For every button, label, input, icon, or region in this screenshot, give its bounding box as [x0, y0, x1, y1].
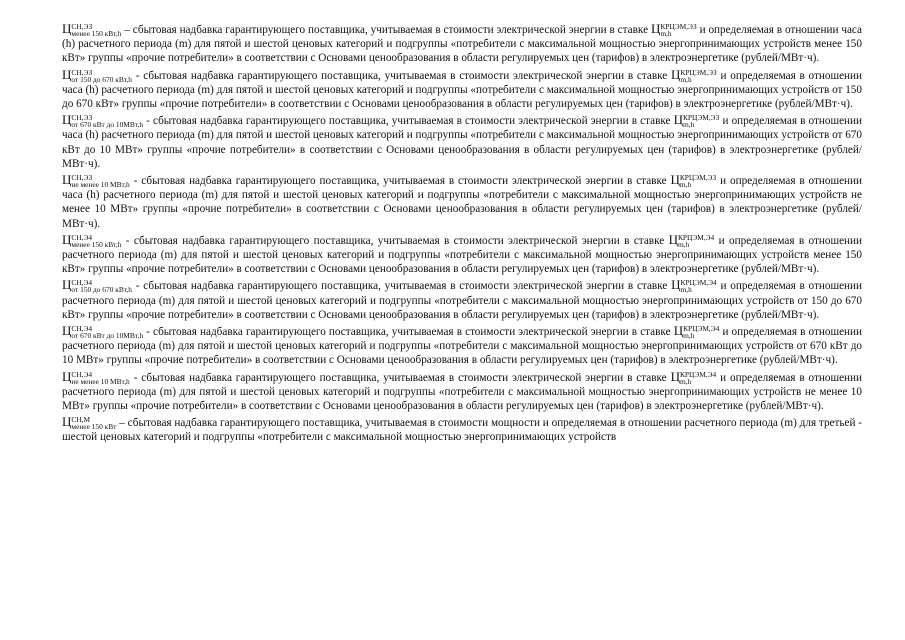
rate-superscript: КРЦЭМ,ЭЗ [679, 173, 717, 183]
definition-text: сбытовая надбавка гарантирующего поставщика, учитываемая в стоимости электрической энергии в ставке [129, 234, 669, 247]
symbol-indices [71, 325, 143, 339]
rate-superscript: КРЦЭМ,Э4 [678, 232, 715, 242]
definition-paragraph [62, 415, 862, 444]
rate-subscript: m,h [679, 376, 692, 386]
symbol-superscript: СН,ЭЗ [71, 22, 93, 31]
rate-indices [683, 114, 719, 128]
rate-symbol: Ц [673, 112, 683, 128]
symbol-subscript: не менее 10 МВт,h [71, 376, 130, 386]
dash: - [125, 234, 130, 247]
dash: - [133, 371, 138, 384]
definition-paragraph [62, 324, 862, 368]
definition-text-continued: и определяемая в отношении расчетного периода (m) для пятой и шестой ценовых категорий и подгруппы «потребители с максимальной мощностью энергопринимающих устройств от 150 до 670 кВт» группы «прочие потребители» в соответствии с Основами ценообразования в области регулируемых цен (тарифов) в электроэнергетике (рублей/МВт·ч). [62, 280, 863, 321]
rate-subscript: m,h [679, 180, 692, 190]
definition-text: сбытовая надбавка гарантирующего поставщика, учитываемая в стоимости электрической энергии в ставке [137, 371, 671, 384]
definition-paragraph [62, 173, 862, 231]
definition-paragraph [62, 113, 862, 171]
dash: – [124, 24, 130, 36]
definition-text-continued: и определяемая в отношении расчетного периода (m) для пятой и шестой ценовых категорий и подгруппы «потребители с максимальной мощностью энергопринимающих устройств от 670 кВт до 10 МВт» группы «прочие потребители» в соответствии с Основами ценообразования в области регулируемых цен (тарифов) в электроэнергетике (рублей/МВт·ч). [62, 326, 863, 367]
symbol-subscript: от 670 кВт до 10МВт,h [71, 120, 144, 130]
symbol-superscript: СН,Э4 [71, 324, 93, 334]
price-symbol: Ц [62, 112, 72, 128]
definition-text: сбытовая надбавка гарантирующего поставщика, учитываемая в стоимости электрической энергии в ставке [149, 115, 674, 128]
definition-text-continued: и определяемая в отношении часа (h) расчетного периода (m) для пятой и шестой ценовых категорий и подгруппы «потребители с максимальной мощностью энергопринимающих устройств не менее 10 МВт» группы «прочие потребители» в соответствии с Основами ценообразования в области регулируемых цен (тарифов) в электроэнергетике (рублей/МВт·ч). [62, 175, 863, 230]
symbol-indices [71, 23, 121, 37]
rate-superscript: КРЦЭМ,ЭЗ [680, 67, 717, 77]
rate-superscript: КРЦЭМ,ЭЗ [660, 22, 697, 31]
rate-indices [680, 371, 716, 385]
symbol-indices [71, 371, 129, 385]
definition-text-continued: и определяемая в отношении часа (h) расчетного периода (m) для пятой и шестой ценовых категорий и подгруппы «потребители с максимальной мощностью энергопринимающих устройств от 150 до 670 кВт» группы «прочие потребители» в соответствии с Основами ценообразования в области регулируемых цен (тарифов) в электроэнергетике (рублей/МВт·ч). [62, 69, 862, 111]
symbol-subscript: от 670 кВт до 10МВт,h [71, 331, 144, 341]
definition-text: сбытовая надбавка гарантирующего поставщика, учитываемая в стоимости электрической энергии в ставке [137, 175, 671, 188]
rate-superscript: КРЦЭМ,Э4 [679, 369, 717, 379]
rate-subscript: m,h [683, 120, 695, 130]
definition-paragraph [62, 278, 862, 322]
symbol-indices [71, 279, 132, 293]
rate-indices [680, 279, 716, 293]
symbol-subscript: от 150 до 670 кВт,h [71, 285, 132, 295]
rate-superscript: КРЦЭМ,Э4 [680, 278, 717, 288]
price-symbol: Ц [62, 172, 72, 188]
definition-text: сбытовая надбавка гарантирующего поставщика, учитываемая в стоимости электрической энергии в ставке [139, 69, 671, 82]
rate-subscript: m,h [678, 239, 690, 249]
rate-symbol: Ц [673, 323, 684, 339]
dash: - [133, 175, 138, 188]
definition-text: сбытовая надбавка гарантирующего поставщика, учитываемая в стоимости электрической энергии в ставке [149, 326, 674, 339]
symbol-indices [71, 114, 143, 128]
definition-text-continued: и определяемая в отношении расчетного периода (m) для пятой и шестой ценовых категорий и подгруппы «потребители с максимальной мощностью энергопринимающих устройств менее 150 кВт» группы «прочие потребители» в соответствии с Основами ценообразования в области регулируемых цен (тарифов) в электроэнергетике (рублей/МВт·ч). [62, 234, 863, 276]
definition-text: сбытовая надбавка гарантирующего поставщика, учитываемая в стоимости электрической энергии в ставке [129, 24, 651, 36]
symbol-subscript: менее 150 кВт [71, 422, 117, 432]
rate-superscript: КРЦЭМ,ЭЗ [683, 113, 720, 123]
dash: – [119, 417, 125, 430]
definition-paragraph [62, 22, 862, 66]
symbol-superscript: СН,Э4 [71, 369, 93, 379]
rate-indices [683, 325, 719, 339]
definition-text-continued: и определяемая в отношении часа (h) расчетного периода (m) для пятой и шестой ценовых категорий и подгруппы «потребители с максимальной мощностью энергопринимающих устройств от 670 кВт до 10 МВт» группы «прочие потребители» в соответствии с Основами ценообразования в области регулируемых цен (тарифов) в электроэнергетике (рублей/МВт·ч). [62, 115, 863, 170]
rate-indices [680, 174, 716, 188]
price-symbol: Ц [62, 368, 72, 384]
symbol-superscript: СН,ЭЗ [71, 67, 93, 77]
dash: - [146, 326, 150, 339]
rate-symbol: Ц [670, 368, 680, 384]
price-symbol: Ц [62, 66, 72, 82]
symbol-subscript: не менее 10 МВт,h [71, 180, 130, 190]
symbol-subscript: менее 150 кВт,h [71, 29, 122, 38]
rate-symbol: Ц [671, 277, 681, 293]
symbol-superscript: СН,М [71, 415, 91, 425]
symbol-subscript: от 150 до 670 кВт,h [71, 74, 132, 84]
price-symbol: Ц [62, 414, 72, 430]
definition-text-continued: и определяемая в отношении часа (h) расчетного периода (m) для пятой и шестой ценовых категорий и подгруппы «потребители с максимальной мощностью энергопринимающих устройств менее 150 кВт» группы «прочие потребители» в соответствии с Основами ценообразования в области регулируемых цен (тарифов) в электроэнергетике (рублей/МВт·ч). [62, 24, 862, 65]
rate-subscript: m,h [660, 29, 672, 38]
rate-superscript: КРЦЭМ,Э4 [683, 324, 720, 334]
symbol-indices [71, 174, 129, 188]
definition-paragraph [62, 370, 862, 414]
definition-text: сбытовая надбавка гарантирующего поставщика, учитываемая в стоимости электрической энергии в ставке [139, 280, 672, 293]
rate-indices [678, 234, 714, 248]
definition-text: сбытовая надбавка гарантирующего поставщика, учитываемая в стоимости мощности и определяемая в отношении расчетного периода (m) для третьей - шестой ценовых категорий и подгруппы «потребители с максимальной мощностью энергопринимающих устройств [62, 417, 863, 444]
rate-symbol: Ц [671, 66, 681, 82]
symbol-indices [71, 69, 132, 83]
rate-subscript: m,h [680, 285, 692, 295]
rate-subscript: m,h [680, 74, 692, 84]
price-symbol: Ц [62, 21, 72, 36]
symbol-subscript: менее 150 кВт,h [71, 239, 122, 249]
rate-indices [680, 69, 716, 83]
dash: - [135, 280, 140, 293]
symbol-superscript: СН,Э4 [71, 232, 93, 242]
definition-paragraph [62, 68, 862, 112]
rate-symbol: Ц [668, 231, 678, 247]
rate-symbol: Ц [650, 21, 661, 36]
price-symbol: Ц [62, 323, 72, 339]
symbol-indices [71, 234, 121, 248]
rate-indices [660, 23, 696, 37]
paragraph-list [62, 22, 862, 447]
symbol-superscript: СН,ЭЗ [71, 173, 93, 183]
definition-text-continued: и определяемая в отношении расчетного периода (m) для пятой и шестой ценовых категорий и подгруппы «потребители с максимальной мощностью энергопринимающих устройств не менее 10 МВт» группы «прочие потребители» в соответствии с Основами ценообразования в области регулируемых цен (тарифов) в электроэнергетике (рублей/МВт·ч). [62, 371, 862, 413]
rate-symbol: Ц [670, 172, 680, 188]
dash: - [135, 69, 140, 82]
dash: - [146, 115, 150, 128]
symbol-superscript: СН,Э4 [71, 278, 93, 288]
price-symbol: Ц [62, 277, 72, 293]
symbol-superscript: СН,ЭЗ [71, 113, 93, 123]
definition-paragraph [62, 233, 862, 277]
rate-subscript: m,h [683, 331, 695, 341]
symbol-indices [71, 416, 116, 430]
price-symbol: Ц [62, 231, 72, 247]
